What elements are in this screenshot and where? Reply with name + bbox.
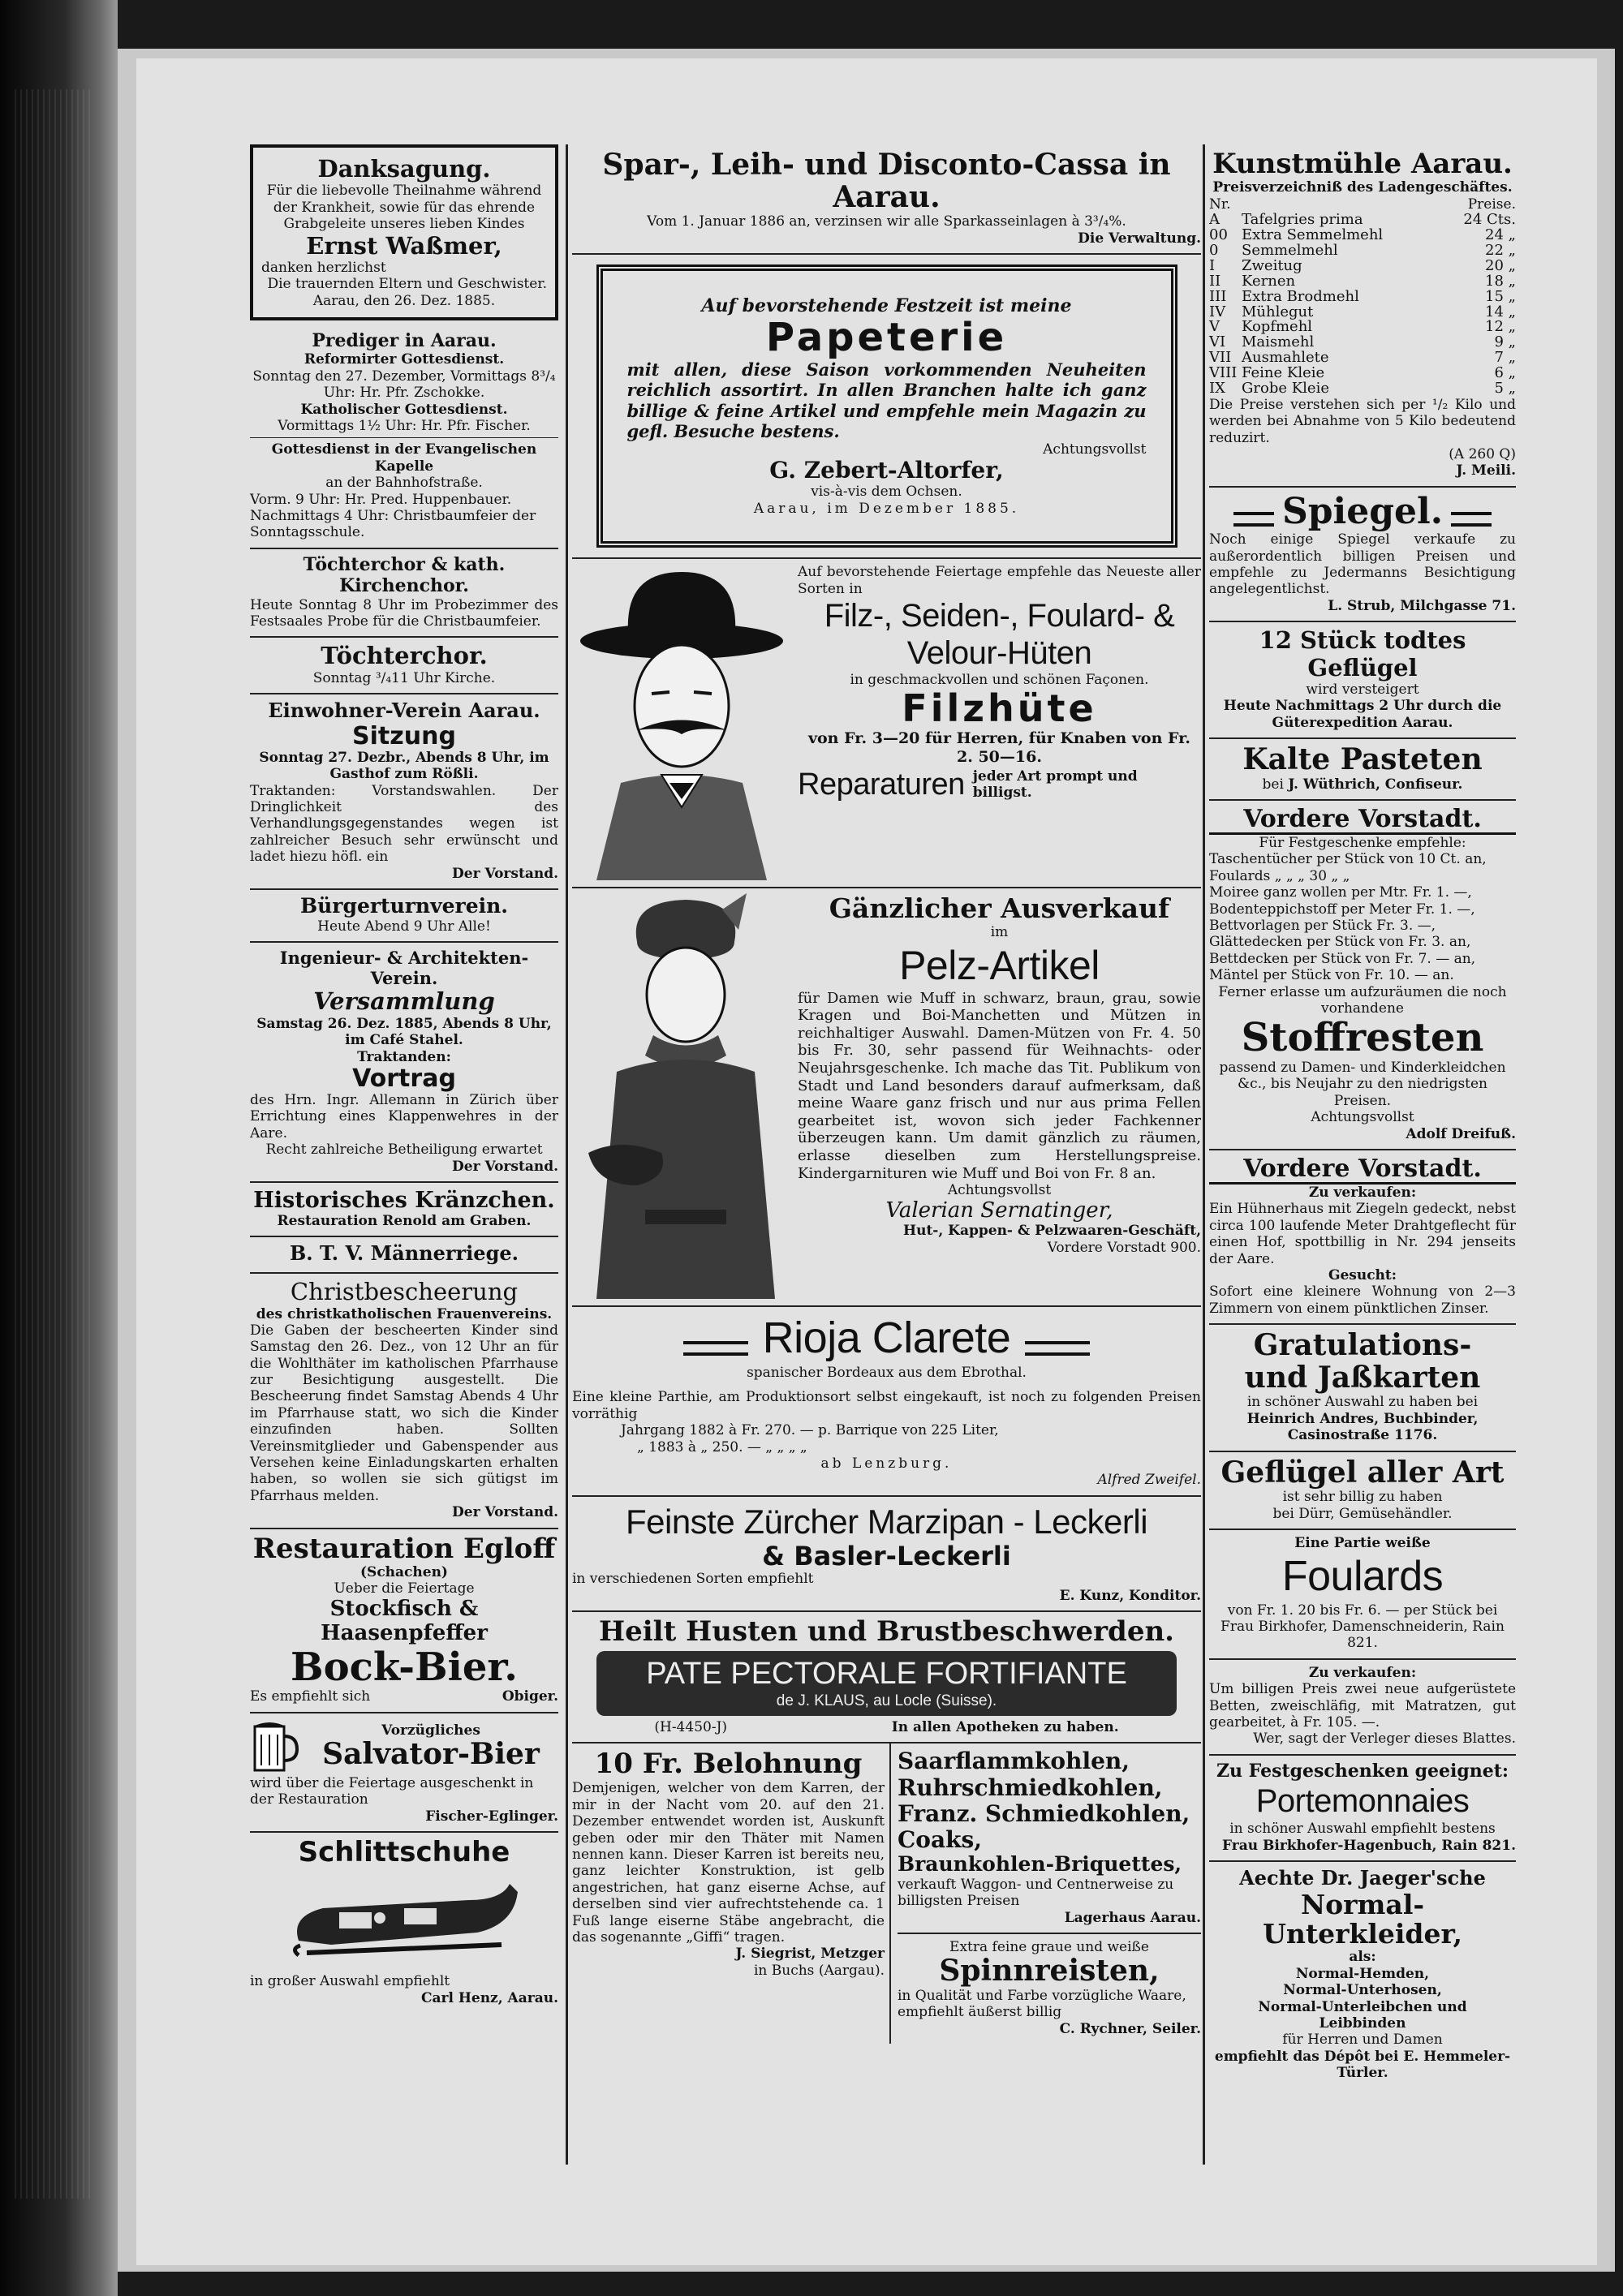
price-value: 18 „ — [1485, 272, 1516, 290]
prediger-ref: Reformirter Gottesdienst. — [304, 351, 505, 368]
spiegel-head — [1209, 492, 1516, 531]
rest-bock: Bock-Bier. — [291, 1644, 518, 1690]
bel-title: 10 Fr. Belohnung — [594, 1748, 863, 1781]
spieg-text: Noch einige Spiegel verkaufe zu außerordentlich billigen Preisen und empfehle zu Jedermanns Besichtigung angelegentlichst. — [1209, 531, 1516, 598]
rioja-rule-right — [1025, 1341, 1090, 1356]
price-item: Feine Kleie — [1242, 364, 1325, 382]
column-right — [1209, 144, 1516, 2088]
spinn-title: Spinnreisten, — [939, 1954, 1160, 1989]
vv1-more: Ferner erlasse um aufzuräumen die noch vorhandene — [1218, 983, 1507, 1017]
price-item: Semmelmehl — [1242, 241, 1338, 259]
ausv-name: Valerian Sernatinger, — [885, 1197, 1113, 1223]
price-value: 14 „ — [1485, 303, 1516, 320]
price-table — [1209, 213, 1516, 397]
ad-ingenieur-verein — [250, 943, 558, 1183]
verk-sig: Wer, sagt der Verleger dieses Blattes. — [1253, 1731, 1516, 1748]
foul-pre: Eine Partie weiße — [1294, 1534, 1431, 1551]
prediger-evang-text: Vorm. 9 Uhr: Hr. Pred. Huppenbauer. Nachmittags 4 Uhr: Christbaumfeier der Sonntagsschule. — [250, 491, 536, 541]
gefl-text: wird versteigert — [1306, 681, 1419, 698]
kunst-title: Kunstmühle Aarau. — [1212, 148, 1513, 180]
verk-text: Um billigen Preis zwei neue aufgerüstete Betten, zweischläfig, mit Matratzen, gut gearbeitet, à Fr. 105. —. — [1209, 1681, 1516, 1731]
price-nr: II — [1209, 272, 1221, 290]
kohl-text: verkauft Waggon- und Centnerweise zu billigsten Preisen — [898, 1876, 1174, 1910]
christ-sig: Der Vorstand. — [452, 1504, 558, 1521]
bel-sig: J. Siegrist, Metzger — [735, 1946, 885, 1963]
jaeg-items — [1209, 1966, 1516, 2032]
ing-vortrag: Vortrag — [352, 1064, 456, 1093]
grat-title1: Gratulations- — [1253, 1328, 1472, 1363]
rest-footer — [250, 1688, 558, 1705]
einwohner-trakt: Traktanden: Vorstandswahlen. Der Dringlichkeit des Verhandlungsgegenstandes wegen ist zahlreicher Besuch sehr erwünscht und ladet hiezu höfl. ein — [250, 782, 558, 866]
price-value: 24 „ — [1485, 226, 1516, 244]
danksagung-text: Für die liebevolle Theilnahme während der Krankheit, sowie für das ehrende Grabgeleite unseres lieben Kindes — [266, 183, 542, 233]
ad-cassa — [572, 144, 1201, 255]
rioja-ab: ab Lenzburg. — [820, 1455, 953, 1473]
christ-text: Die Gaben der bescheerten Kinder sind Samstag den 26. Dez., von 12 Uhr an für die Wohlthäter im katholischen Pfarrhause zur Besichtigung ausgestellt. Die Bescheerung findet Samstag Abends 4 Uhr im Pfarrhause statt, wo sich die Kinder einzufinden haben. Sollten Vereinsmitglieder und Gabenspender aus Versehen keine Einladungskarten erhalten haben, so wollen sie sich gütigst im Pfarrhaus melden. — [250, 1322, 558, 1504]
rioja-y1: Jahrgang 1882 à Fr. 270. — p. Barrique von 225 Liter, — [621, 1422, 999, 1439]
ad-btv — [250, 1237, 558, 1274]
grat-sig: Heinrich Andres, Buchbinder, Casinostraße 1176. — [1246, 1410, 1479, 1444]
ing-sig: Der Vorstand. — [452, 1158, 558, 1175]
vv1-item: Bodenteppichstoff per Meter Fr. 1. —, — [1209, 901, 1475, 918]
spiegel-rule-right — [1451, 512, 1492, 527]
lady-fur-illustration — [572, 893, 791, 1299]
price-nr: VII — [1209, 349, 1232, 367]
vv2-verk-text: Ein Hühnerhaus mit Ziegeln gedeckt, nebst circa 100 laufende Meter Drahtgeflecht für einen Hof, spottbillig in Nr. 294 jenseits der Aare. — [1209, 1201, 1516, 1267]
prediger-title: Prediger in Aarau. — [312, 330, 497, 352]
marz-title: Feinste Zürcher Marzipan - Leckerli — [625, 1502, 1148, 1541]
rest-sig: Obiger. — [502, 1688, 558, 1705]
ad-portemonnaies — [1209, 1756, 1516, 1862]
fest-title: Zu Festgeschenken geeignet: — [1216, 1760, 1509, 1782]
ing-text: des Hrn. Ingr. Allemann in Zürich über Errichtung eines Klappenwehres in der Aare. — [250, 1091, 558, 1142]
ad-col-right — [891, 1743, 1201, 2044]
chor-text: Heute Sonntag 8 Uhr im Probezimmer des Festsaales Probe für die Christbaumfeier. — [250, 596, 558, 630]
price-nr: V — [1209, 318, 1220, 336]
ad-gefluegel — [1209, 1452, 1516, 1530]
kohl-l4: Coaks, — [898, 1825, 983, 1853]
rioja-sig: Alfred Zweifel. — [1097, 1472, 1201, 1489]
skate-illustration — [282, 1868, 526, 1973]
danksagung-signed: Die trauernden Eltern und Geschwister. — [267, 276, 547, 293]
kohl-l1: Saarflammkohlen, — [898, 1748, 1130, 1775]
jaeg-sig: empfiehlt das Dépôt bei E. Hemmeler-Türler. — [1214, 2048, 1511, 2082]
salv-text: wird über die Feiertage ausgeschenkt in der Restauration — [250, 1774, 534, 1808]
price-nr: VI — [1209, 333, 1226, 351]
price-value: 6 „ — [1494, 364, 1516, 382]
vv1-item: Bettdecken per Stück von Fr. 7. — an, — [1209, 950, 1476, 967]
hut-rep — [798, 767, 1201, 804]
danksagung-thanks: danken herzlichst — [261, 259, 386, 276]
price-nr: A — [1209, 211, 1220, 229]
husten-title: Heilt Husten und Brustbeschwerden. — [598, 1615, 1175, 1649]
ad-papeterie — [572, 255, 1201, 559]
toechterchor-text: Sonntag ³/₄11 Uhr Kirche. — [312, 669, 496, 686]
price-item: Extra Semmelmehl — [1242, 226, 1384, 244]
hut-sub: in geschmackvollen und schönen Façonen. — [850, 672, 1149, 689]
prediger-kath: Katholischer Gottesdienst. — [300, 401, 508, 418]
ad-christbescheerung — [250, 1274, 558, 1529]
ad-foulards — [1209, 1530, 1516, 1660]
ad-buergerturnverein — [250, 890, 558, 943]
ausv-pelz: Pelz-Artikel — [899, 942, 1100, 988]
price-value: 5 „ — [1494, 379, 1516, 397]
marz-text: in verschiedenen Sorten empfiehlt — [572, 1571, 814, 1588]
husten-apo: In allen Apotheken zu haben. — [891, 1718, 1119, 1735]
price-item: Ausmahlete — [1242, 349, 1329, 367]
husten-box — [596, 1651, 1177, 1716]
ing-when: Samstag 26. Dez. 1885, Abends 8 Uhr, im Café Stahel. — [256, 1015, 552, 1049]
marz-sig: E. Kunz, Konditor. — [1059, 1587, 1201, 1604]
pap-title: Papeterie — [765, 315, 1008, 361]
past-title: Kalte Pasteten — [1242, 742, 1483, 777]
kunst-sig: J. Meili. — [1456, 462, 1516, 479]
vv1-big: Stoffresten — [1241, 1015, 1484, 1061]
kunst-note: Die Preise verstehen sich per ¹/₂ Kilo und werden bei Abnahme von 5 Kilo bedeutend reduzirt. — [1209, 396, 1516, 446]
grat-title2: und Jaßkarten — [1244, 1360, 1481, 1395]
salv-head — [250, 1718, 558, 1775]
einwohner-sitzung: Sitzung — [352, 721, 456, 750]
vv2-title: Vordere Vorstadt. — [1209, 1155, 1516, 1185]
ad-spiegel — [1209, 488, 1516, 622]
kunst-head — [1209, 196, 1516, 213]
gefl2-text: ist sehr billig zu haben — [1282, 1489, 1443, 1506]
price-row — [1209, 243, 1516, 259]
kunst-head-p: Preise. — [1467, 196, 1516, 213]
price-value: 12 „ — [1485, 318, 1516, 336]
rest-title: Restauration Egloff — [252, 1532, 556, 1565]
ad-gefluegel-versteigerung — [1209, 622, 1516, 739]
grat-text: in schöner Auswahl zu haben bei — [1246, 1394, 1479, 1411]
christ-sub: des christkatholischen Frauenvereins. — [256, 1305, 553, 1322]
column-middle — [572, 144, 1201, 2044]
column-rule-2 — [1203, 144, 1205, 2165]
ad-historisches-kraenzchen — [250, 1183, 558, 1237]
christ-title: Christbescheerung — [290, 1278, 519, 1306]
vv2-ges: Gesucht: — [1328, 1267, 1397, 1283]
salv-sig: Fischer-Eglinger. — [425, 1808, 558, 1825]
kohl-l2: Ruhrschmiedkohlen, — [898, 1774, 1163, 1801]
fest-big: Portemonnaies — [1255, 1783, 1470, 1820]
price-item: Kopfmehl — [1242, 318, 1313, 336]
salv-titles — [304, 1722, 558, 1771]
ad-prediger — [250, 325, 558, 549]
pap-line1: Auf bevorstehende Festzeit ist meine — [701, 295, 1072, 316]
spinn-sig: C. Rychner, Seiler. — [1059, 2020, 1201, 2037]
ausv-firm: Hut-, Kappen- & Pelzwaaren-Geschäft, — [903, 1223, 1201, 1240]
vv1-sig: Adolf Dreifuß. — [1406, 1125, 1516, 1142]
ausv-addr: Vordere Vorstadt 900. — [1047, 1239, 1201, 1256]
hut-big: Filz-, Seiden-, Foulard- & Velour-Hüten — [824, 598, 1175, 672]
ad-kohlen — [898, 1743, 1201, 1934]
ing-title: Ingenieur- & Architekten-Verein. — [279, 948, 529, 989]
vv1-item: Bettvorlagen per Stück Fr. 3. —, — [1209, 917, 1436, 934]
jaeg-item: Normal-Hemden, — [1295, 1965, 1430, 1982]
ad-restauration-egloff — [250, 1529, 558, 1713]
price-nr: VIII — [1209, 364, 1238, 382]
ad-vordere-vorstadt-2 — [1209, 1150, 1516, 1325]
husten-footer — [572, 1719, 1201, 1735]
ausv-body: für Damen wie Muff in schwarz, braun, grau, sowie Kragen und Boi-Manchetten und Mützen in reichhaltiger Auswahl. Damen-Mützen von Fr. 4. 50 bis Fr. 30, sehr passend für Weihnachts- oder Neujahrsgeschenke. Ich mache das Tit. Publikum von Stadt und Land besonders darauf aufmerksam, daß meine Waare ganz frisch und nur aus prima Fellen gearbeitet ist, wovon sich jeder Fachkenner überzeugen kann. Um damit gänzlich zu räumen, erlasse dieselben zum Herstellungspreise. Kindergarnituren wie Muff und Boi von Fr. 8 an. — [798, 989, 1201, 1182]
kunst-sub: Preisverzeichniß des Ladengeschäftes. — [1212, 179, 1513, 196]
prediger-evang-sub: an der Bahnhofstraße. — [325, 475, 483, 492]
price-item: Maismehl — [1242, 333, 1315, 351]
ad-jaeger — [1209, 1862, 1516, 2088]
gefl2-sig: bei Dürr, Gemüsehändler. — [1272, 1505, 1453, 1522]
jaeg-item: Normal-Unterleibchen und — [1258, 1998, 1467, 2015]
price-row — [1209, 259, 1516, 274]
cassa-text: Vom 1. Januar 1886 an, verzinsen wir alle Sparkasseinlagen à 3³/₄%. — [647, 213, 1126, 230]
rest-rec: Es empfiehlt sich — [250, 1688, 371, 1705]
vv1-item: Taschentücher per Stück von 10 Ct. an, — [1209, 851, 1487, 868]
price-value: 7 „ — [1494, 349, 1516, 367]
toechterchor-title: Töchterchor. — [321, 642, 488, 670]
jaeg-title: Aechte Dr. Jaeger'sche — [1239, 1865, 1486, 1890]
chor-title: Töchterchor & kath. Kirchenchor. — [303, 553, 506, 597]
btv-title: B. T. V. Männerriege. — [290, 1241, 519, 1266]
vv1-item: Mäntel per Stück von Fr. 10. — an. — [1209, 967, 1454, 984]
ad-rioja — [572, 1307, 1201, 1497]
hut-filz: Filzhüte — [902, 686, 1097, 731]
husten-code: (H-4450-J) — [654, 1718, 728, 1735]
foul-text: von Fr. 1. 20 bis Fr. 6. — per Stück bei Frau Birkhofer, Damenschneiderin, Rain 821. — [1220, 1602, 1505, 1652]
ad-vordere-vorstadt-1 — [1209, 801, 1516, 1150]
price-item: Kernen — [1242, 272, 1296, 290]
rioja-head — [572, 1312, 1201, 1365]
pap-addr: vis-à-vis dem Ochsen. — [811, 484, 962, 501]
prediger-ref-text: Sonntag den 27. Dezember, Vormittags 8³/₄ Uhr: Hr. Pfr. Zschokke. — [252, 368, 556, 402]
prediger-kath-text: Vormittags 1½ Uhr: Hr. Pfr. Fischer. — [278, 417, 531, 434]
column-rule-1 — [566, 144, 568, 2165]
fest-text: in schöner Auswahl empfiehlt bestens — [1229, 1821, 1496, 1838]
hist-text: Restauration Renold am Graben. — [277, 1212, 532, 1229]
ad-danksagung — [250, 144, 558, 320]
jaeg-als: als: — [1349, 1949, 1376, 1966]
price-nr: III — [1209, 287, 1227, 305]
gefl-title: 12 Stück todtes Geflügel — [1259, 626, 1466, 681]
foul-title: Foulards — [1281, 1553, 1444, 1601]
price-value: 9 „ — [1494, 333, 1516, 351]
husten-pate: PATE PECTORALE FORTIFIANTE — [646, 1656, 1127, 1691]
ausv-achtung: Achtungsvollst — [947, 1182, 1052, 1199]
gefl-when: Heute Nachmittags 2 Uhr durch die Güterexpedition Aarau. — [1223, 698, 1502, 731]
spiegel-rule-left — [1233, 512, 1274, 527]
price-nr: IV — [1209, 303, 1226, 320]
rest-sub: (Schachen) — [360, 1563, 448, 1580]
vv1-items — [1209, 851, 1516, 983]
ing-vers: Versammlung — [313, 987, 495, 1016]
schl-title: Schlittschuhe — [298, 1835, 510, 1868]
ing-trakt: Traktanden: — [357, 1048, 451, 1065]
schl-sig: Carl Henz, Aarau. — [420, 1989, 558, 2006]
ad-salvator — [250, 1713, 558, 1833]
price-row — [1209, 274, 1516, 290]
danksagung-place: Aarau, den 26. Dez. 1885. — [312, 292, 496, 309]
kunst-code: (A 260 Q) — [1449, 446, 1516, 463]
price-nr: 00 — [1209, 226, 1228, 244]
ad-einwohner-verein — [250, 694, 558, 890]
vv1-text: passend zu Damen- und Kinderkleidchen &c., bis Neujahr zu den niedrigsten Preisen. — [1219, 1060, 1506, 1109]
rest-dish: Stockfisch & Haasenpfeffer — [321, 1596, 488, 1645]
kunst-head-nr: Nr. — [1209, 196, 1231, 213]
vv1-title: Vordere Vorstadt. — [1209, 806, 1516, 835]
ad-row-bottom — [572, 1743, 1201, 2044]
rioja-title: Rioja Clarete — [762, 1314, 1011, 1363]
past-sig: J. Wüthrich, Confiseur. — [1288, 776, 1463, 793]
gefl2-title: Geflügel aller Art — [1220, 1455, 1505, 1490]
price-row — [1209, 290, 1516, 305]
jaeg-item: Leibbinden — [1319, 2014, 1406, 2032]
einwohner-title: Einwohner-Verein Aarau. — [268, 699, 540, 723]
ad-belohnung — [572, 1743, 891, 2044]
price-item: Zweitug — [1242, 256, 1302, 274]
ad-schlittschuhe — [250, 1833, 558, 2013]
papeterie-frame — [596, 264, 1177, 548]
price-item: Tafelgries prima — [1242, 211, 1363, 229]
ausv-text — [798, 893, 1201, 1299]
price-nr: IX — [1209, 379, 1225, 397]
ad-pasteten — [1209, 739, 1516, 801]
spinn-text: in Qualität und Farbe vorzügliche Waare, empfiehlt äußerst billig — [898, 1987, 1186, 2021]
ausv-title: Gänzlicher Ausverkauf — [829, 892, 1170, 925]
jaeg-item: Normal-Unterhosen, — [1283, 1982, 1442, 1999]
pap-text: mit allen, diese Saison vorkommenden Neuheiten reichlich assortirt. In allen Branchen halte ich ganz billige & feine Artikel und empfehle mein Magazin zu gefl. Besuche bestens. — [626, 359, 1147, 441]
price-value: 22 „ — [1485, 241, 1516, 259]
spieg-title: Spiegel. — [1281, 490, 1444, 532]
ing-invite: Recht zahlreiche Betheiligung erwartet — [265, 1142, 543, 1159]
pap-name: G. Zebert-Altorfer, — [769, 457, 1004, 484]
price-nr: I — [1209, 256, 1216, 274]
fest-sig: Frau Birkhofer-Hagenbuch, Rain 821. — [1221, 1837, 1516, 1854]
vv1-achtung: Achtungsvollst — [1311, 1109, 1414, 1126]
book-binding — [0, 0, 118, 2296]
past-line — [1209, 776, 1516, 793]
bel-place: in Buchs (Aargau). — [753, 1962, 885, 1979]
danksagung-title: Danksagung. — [317, 155, 491, 183]
cassa-sig: Die Verwaltung. — [1078, 230, 1201, 247]
vv1-item: Foulards „ „ „ 30 „ „ — [1209, 867, 1350, 884]
hist-title: Historisches Kränzchen. — [253, 1187, 555, 1213]
turn-title: Bürgerturnverein. — [300, 893, 508, 918]
jaeg-text: für Herren und Damen — [1282, 2032, 1443, 2049]
hut-line1: Auf bevorstehende Feiertage empfehle das Neueste aller Sorten in — [798, 564, 1201, 597]
salv-title: Salvator-Bier — [322, 1737, 540, 1772]
kohl-l3: Franz. Schmiedkohlen, — [898, 1799, 1190, 1827]
einwohner-when: Sonntag 27. Dezbr., Abends 8 Uhr, im Gasthof zum Rößli. — [259, 749, 549, 783]
column-left — [250, 144, 558, 2013]
verk-title: Zu verkaufen: — [1308, 1664, 1417, 1681]
bel-text: Demjenigen, welcher von dem Karren, der mir in der Nacht vom 20. auf den 21. Dezember entwendet worden ist, Auskunft geben oder mir den Thäter mit Namen nennen kann. Dieser Karren ist bereits neu, ganz leichter Konstruktion, ist gelb angestrichen, hat ganz eiserne Achse, auf derselben sind vier aufrechtstehende ca. 1 Fuß lange eiserne Stäbe angebracht, die das sogenannte „Giffi“ tragen. — [572, 1780, 885, 1946]
rioja-y2: „ 1883 à „ 250. — „ „ „ „ — [637, 1438, 807, 1455]
husten-maker: de J. KLAUS, au Locle (Suisse). — [776, 1692, 997, 1710]
binding-edge — [15, 89, 92, 2199]
price-row — [1209, 381, 1516, 397]
price-item: Extra Brodmehl — [1242, 287, 1359, 305]
hut-price: von Fr. 3—20 für Herren, für Knaben von Fr. 2. 50—16. — [807, 729, 1191, 766]
ad-marzipan — [572, 1497, 1201, 1612]
hut-rep-title: Reparaturen — [798, 767, 965, 802]
kohl-sig: Lagerhaus Aarau. — [1064, 1909, 1201, 1926]
ad-ausverkauf — [572, 888, 1201, 1307]
gentleman-hat-illustration — [572, 564, 791, 880]
vv1-item: Glättedecken per Stück von Fr. 3. an, — [1209, 934, 1471, 951]
price-value: 15 „ — [1485, 287, 1516, 305]
vv2-verk: Zu verkaufen: — [1308, 1185, 1417, 1202]
vv1-intro: Für Festgeschenke empfehle: — [1259, 835, 1466, 851]
rioja-rule-left — [683, 1341, 748, 1356]
ad-gratulationskarten — [1209, 1325, 1516, 1451]
ad-spinnreisten — [898, 1934, 1201, 2044]
hut-rep-text: jeder Art prompt und billigst. — [972, 768, 1138, 802]
rest-over: Ueber die Feiertage — [334, 1580, 475, 1597]
pap-place: Aarau, im Dezember 1885. — [753, 500, 1020, 517]
schl-text: in großer Auswahl empfiehlt — [250, 1973, 450, 1990]
price-value: 24 Cts. — [1463, 211, 1516, 229]
spinn-pre: Extra feine graue und weiße — [949, 1939, 1149, 1955]
rioja-sub: spanischer Bordeaux aus dem Ebrothal. — [747, 1365, 1027, 1382]
cassa-title: Spar-, Leih- und Disconto-Cassa in Aarau. — [602, 148, 1171, 214]
price-value: 20 „ — [1485, 256, 1516, 274]
past-text: bei — [1262, 776, 1284, 793]
rioja-text: Eine kleine Parthie, am Produktionsort selbst eingekauft, ist noch zu folgenden Preisen vorräthig — [572, 1389, 1201, 1422]
salv-pre: Vorzügliches — [381, 1722, 480, 1739]
turn-text: Heute Abend 9 Uhr Alle! — [317, 918, 491, 935]
price-item: Mühlegut — [1242, 303, 1314, 320]
hut-text — [798, 564, 1201, 880]
ad-hueten — [572, 559, 1201, 888]
pap-achtung: Achtungsvollst — [1043, 441, 1147, 458]
beer-mug-icon — [250, 1718, 299, 1775]
ausv-im: im — [990, 924, 1009, 941]
price-item: Grobe Kleie — [1242, 379, 1329, 397]
vv2-ges-text: Sofort eine kleinere Wohnung von 2—3 Zimmern von einem pünktlichen Zinser. — [1209, 1283, 1516, 1317]
vv1-item: Moiree ganz wollen per Mtr. Fr. 1. —, — [1209, 884, 1472, 901]
ad-husten — [572, 1612, 1201, 1743]
kohl-l5: Braunkohlen-Briquettes, — [898, 1852, 1182, 1877]
jaeg-big: Normal-Unterkleider, — [1263, 1888, 1462, 1950]
ad-kunstmuehle — [1209, 144, 1516, 488]
danksagung-name: Ernst Waßmer, — [306, 231, 502, 260]
price-nr: 0 — [1209, 241, 1219, 259]
ad-toechterchor-kirchenchor — [250, 549, 558, 638]
prediger-evang: Gottesdienst in der Evangelischen Kapelle — [250, 437, 558, 475]
ad-toechterchor — [250, 638, 558, 694]
ad-betten — [1209, 1660, 1516, 1756]
marz-sub: & Basler-Leckerli — [762, 1541, 1011, 1572]
einwohner-sig: Der Vorstand. — [452, 865, 558, 882]
spieg-sig: L. Strub, Milchgasse 71. — [1328, 597, 1516, 614]
